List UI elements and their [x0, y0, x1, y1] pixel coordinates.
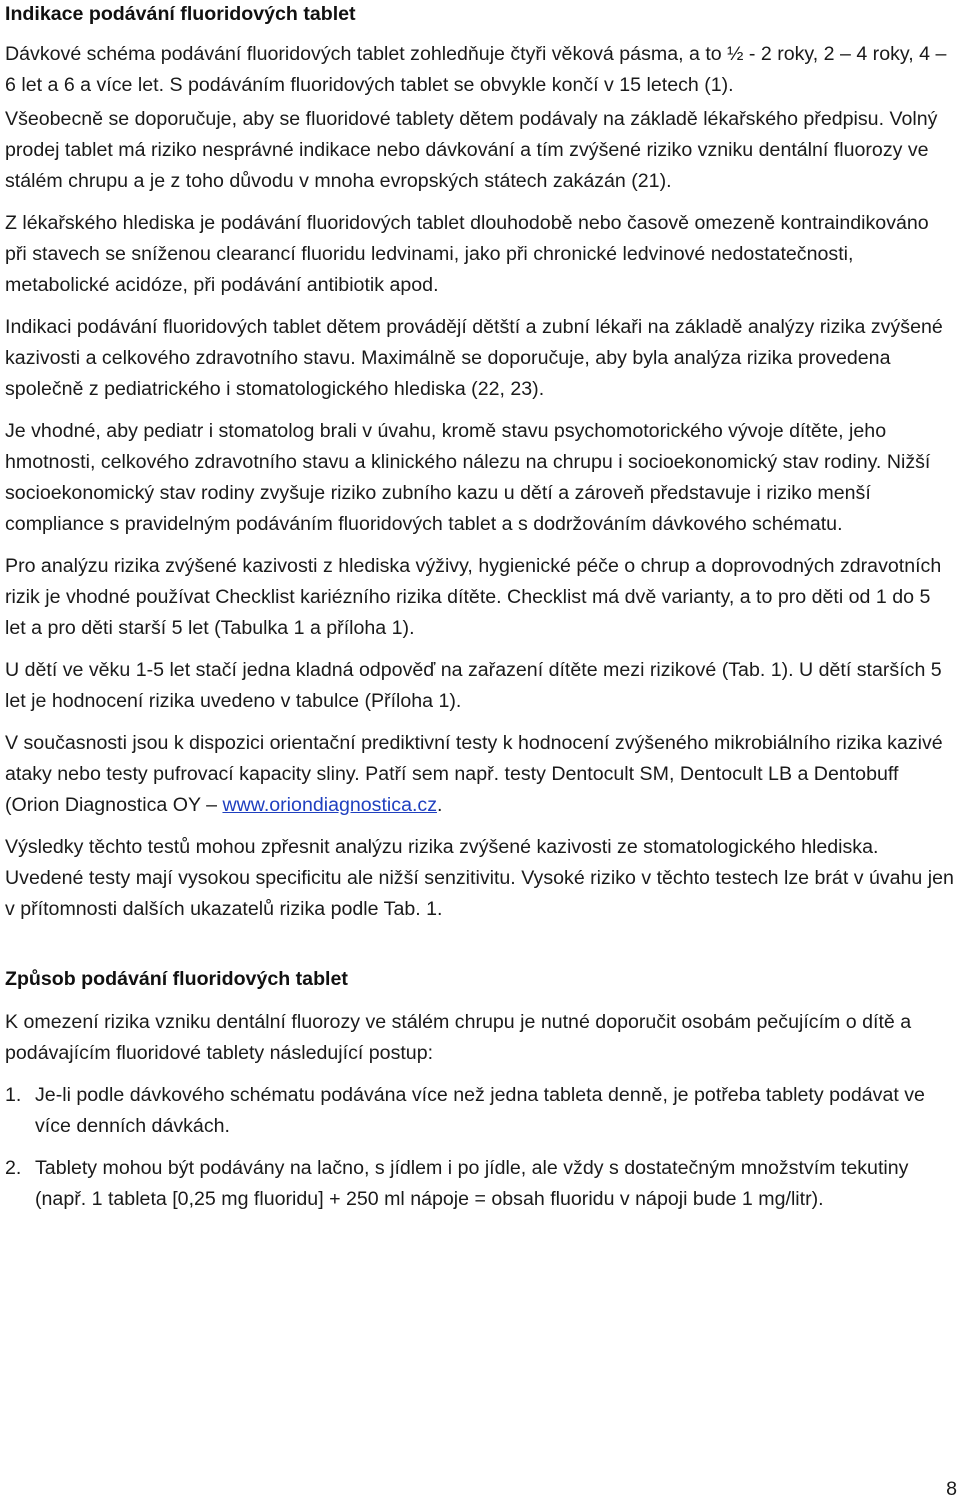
paragraph-procedure-intro: K omezení rizika vzniku dentální fluorozy ve stálém chrupu je nutné doporučit osobám pečujícím o dítě a podávajícím fluoridové tablety následující postup: [5, 1011, 912, 1064]
page-number: 8 [946, 1478, 957, 1500]
list-item-number: 2. [5, 1157, 22, 1179]
paragraph-prescription: Všeobecně se doporučuje, aby se fluoridové tablety dětem podávaly na základě lékařského předpisu. Volný prodej tablet má riziko nesprávné indikace nebo dávkování a tím zvýšené riziko vzniku dentální fluorozy ve stálém chrupu a je z toho důvodu v mnoha evropských státech zakázán (21). [5, 108, 938, 192]
paragraph-risk-evaluation: U dětí ve věku 1-5 let stačí jedna kladná odpověď na zařazení dítěte mezi rizikové (Tab. 1). U dětí starších 5 let je hodnocení rizika uvedeno v tabulce (Příloha 1). [5, 659, 942, 712]
list-item-number: 1. [5, 1084, 22, 1106]
paragraph-predictive-tests [5, 728, 954, 821]
predictive-tests-text: V současnosti jsou k dispozici orientační prediktivní testy k hodnocení zvýšeného mikrobiálního rizika kazivé ataky nebo testy pufrovací kapacity sliny. Patří sem např. testy Dentocult SM, Dentocult LB a Dentobuff (Orion Diagnostica OY – [5, 732, 943, 816]
list-item-text: Tablety mohou být podávány na lačno, s jídlem i po jídle, ale vždy s dostatečným množstvím tekutiny (např. 1 tableta [0,25 mg fluoridu] + 250 ml nápoje = obsah fluoridu v nápoji bude 1 mg/litr). [35, 1157, 909, 1210]
list-item [5, 1080, 954, 1142]
predictive-tests-end: . [437, 794, 443, 816]
oriondiagnostica-link[interactable]: www.oriondiagnostica.cz [222, 794, 437, 816]
paragraph-test-results: Výsledky těchto testů mohou zpřesnit analýzu rizika zvýšené kazivosti ze stomatologického hlediska. Uvedené testy mají vysokou specificitu ale nižší senzitivitu. Vysoké riziko v těchto testech lze brát v úvahu jen v přítomnosti dalších ukazatelů rizika podle Tab. 1. [5, 836, 954, 920]
section-heading-zpusob: Způsob podávání fluoridových tablet [5, 968, 348, 990]
procedure-steps-list [5, 1080, 954, 1215]
paragraph-indication: Indikaci podávání fluoridových tablet dětem provádějí dětští a zubní lékaři na základě analýzy rizika zvýšené kazivosti a celkového zdravotního stavu. Maximálně se doporučuje, aby byla analýza rizika provedena společně z pediatrického i stomatologického hlediska (22, 23). [5, 316, 943, 400]
section-heading-indikace: Indikace podávání fluoridových tablet [5, 3, 356, 25]
paragraph-checklist: Pro analýzu rizika zvýšené kazivosti z hlediska výživy, hygienické péče o chrup a doprovodných zdravotních rizik je vhodné používat Checklist kariézního rizika dítěte. Checklist má dvě varianty, a to pro děti od 1 do 5 let a pro děti starší 5 let (Tabulka 1 a příloha 1). [5, 555, 942, 639]
paragraph-contraindication: Z lékařského hlediska je podávání fluoridových tablet dlouhodobě nebo časově omezeně kontraindikováno při stavech se sníženou clearancí fluoridu ledvinami, jako při chronické ledvinové nedostatečnosti, metabolické acidóze, při podávání antibiotik apod. [5, 212, 929, 296]
list-item [5, 1153, 954, 1215]
list-item-text: Je-li podle dávkového schématu podávána více než jedna tableta denně, je potřeba tablety podávat ve více denních dávkách. [35, 1084, 925, 1137]
paragraph-dose-schedule: Dávkové schéma podávání fluoridových tablet zohledňuje čtyři věková pásma, a to ½ - 2 roky, 2 – 4 roky, 4 – 6 let a 6 a více let. S podáváním fluoridových tablet se obvykle končí v 15 letech (1). [5, 43, 947, 96]
paragraph-socioeconomic: Je vhodné, aby pediatr i stomatolog brali v úvahu, kromě stavu psychomotorického vývoje dítěte, jeho hmotnosti, celkového zdravotního stavu a klinického nálezu na chrupu i socioekonomický stav rodiny. Nižší socioekonomický stav rodiny zvyšuje riziko zubního kazu u dětí a zároveň představuje i riziko menší compliance s pravidelným podáváním fluoridových tablet a s dodržováním dávkového schématu. [5, 420, 931, 535]
